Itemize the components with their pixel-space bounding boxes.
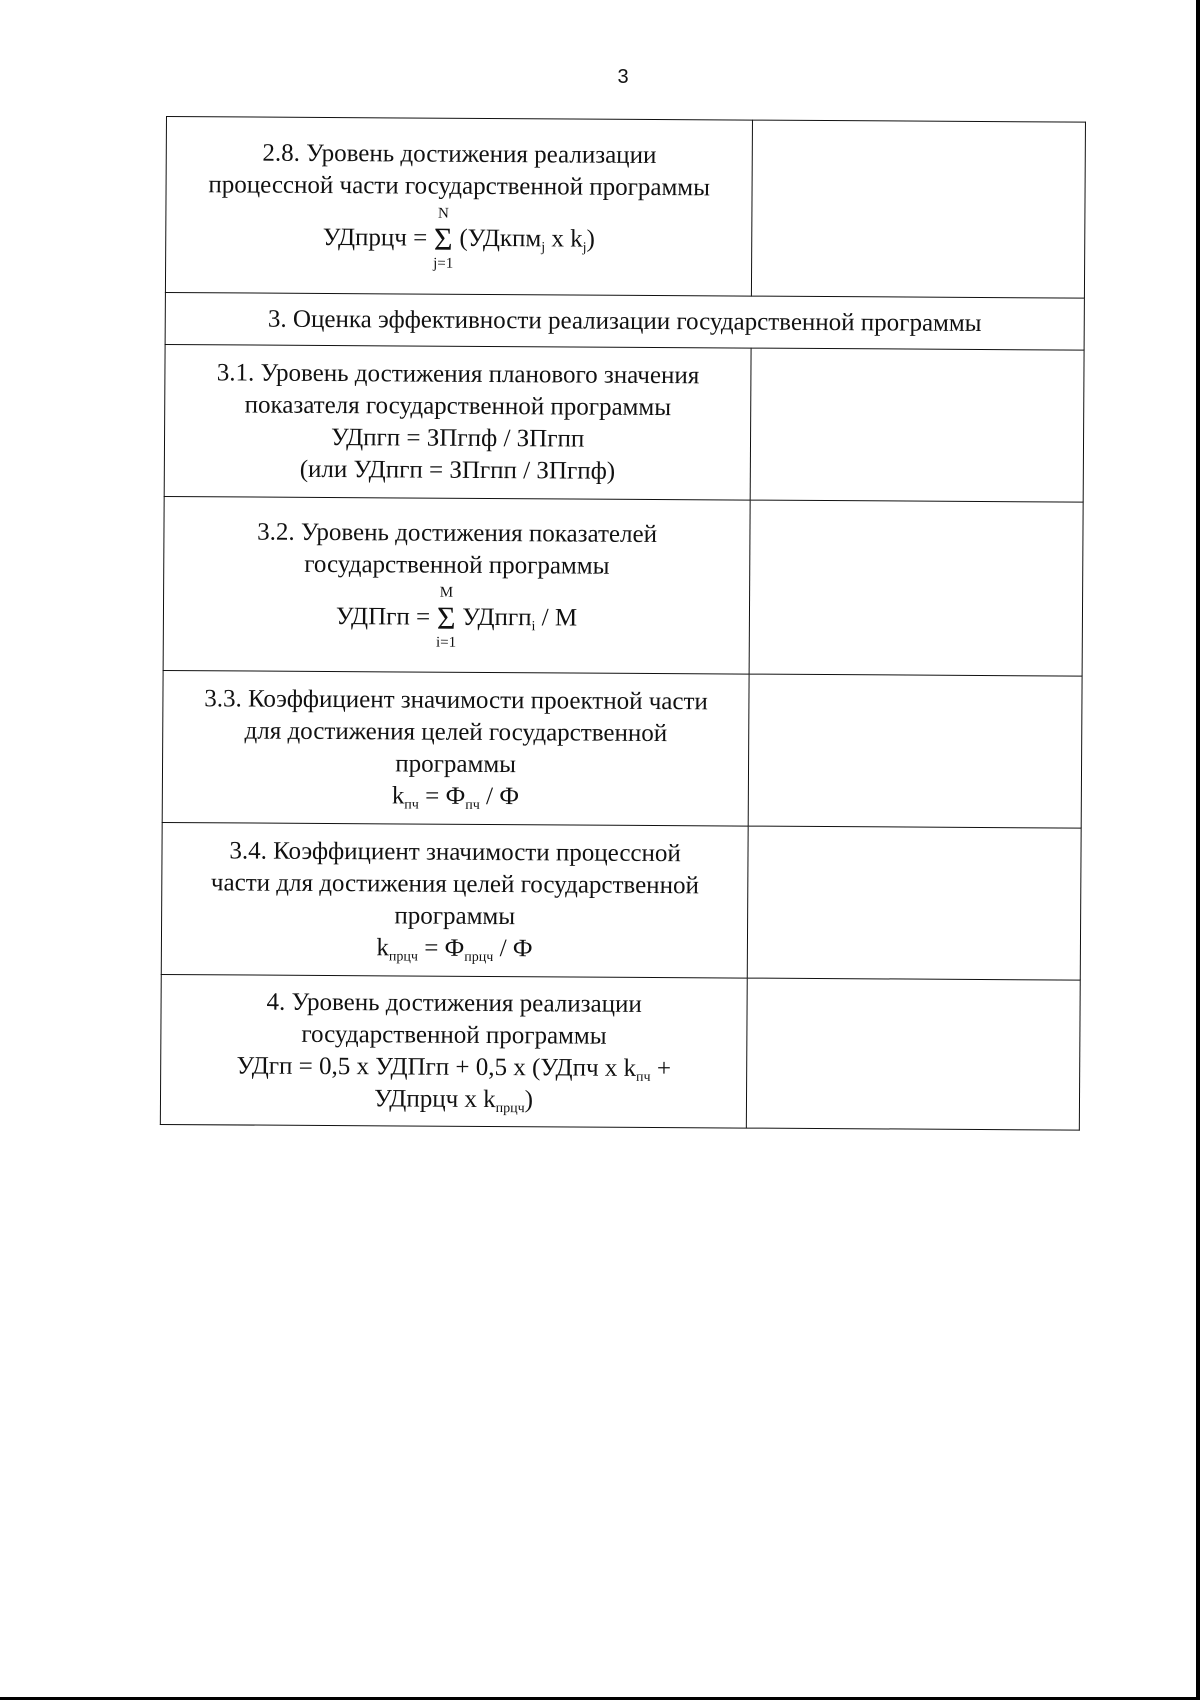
row-3-3-formula [167,779,744,815]
formula-body [462,601,577,634]
scan-edge-right [1196,0,1200,1700]
formula-subscript: пч [465,797,480,813]
row-3-1-line-2: показателя государственной программы [244,390,672,421]
formula-divisor: / Ф [479,782,520,810]
formula-tail: + [650,1054,672,1082]
formula-body [459,222,595,255]
sigma-lower-limit: j=1 [433,255,454,272]
formula-text: УДпрцч x k [374,1084,496,1113]
table-row [163,496,1083,676]
indicator-table [160,116,1086,1131]
formula-close: ) [586,225,595,253]
row-3-3-line-1: 3.3. Коэффициент значимости проектной части [204,684,708,715]
row-2-8-value[interactable] [752,120,1086,298]
formula-multiplier: x k [545,224,583,253]
sigma-upper-limit: M [439,584,454,601]
formula-term: УДпгп [462,603,532,631]
formula-subscript: прцч [495,1100,525,1116]
formula-eq: = Ф [417,934,465,962]
page-number: 3 [617,66,629,88]
formula-divisor: / M [535,603,578,632]
formula-k: k [391,781,405,809]
formula-divisor: / Ф [493,934,533,962]
row-3-2-formula [336,583,578,652]
section-3-header: 3. Оценка эффективности реализации государственной программы [165,292,1084,350]
formula-subscript: прцч [388,948,418,965]
table-row [165,117,1085,299]
row-3-3-line-2: для достижения целей государственной [244,716,668,747]
formula-eq: = Ф [418,782,466,810]
row-3-3-value[interactable] [748,674,1082,828]
formula-k: k [376,933,390,961]
row-2-8-line-2: процессной части государственной программы [208,170,711,201]
sigma-stack [433,204,454,272]
formula-tail: ) [524,1085,534,1113]
formula-subscript: i [531,618,536,634]
formula-subscript: j [582,240,587,256]
sigma-lower-limit: i=1 [435,634,457,651]
row-4-formula-line-1 [165,1050,742,1086]
row-3-1-line-1: 3.1. Уровень достижения планового значения [216,358,700,389]
row-4-line-1: 4. Уровень достижения реализации [266,988,642,1018]
row-3-4-label [161,822,748,978]
row-3-4-line-2: части для достижения целей государственной [210,868,699,899]
row-3-2-line-2: государственной программы [304,550,610,580]
table-row [160,974,1080,1130]
formula-subscript: пч [404,796,419,813]
row-2-8-line-1: 2.8. Уровень достижения реализации [262,139,657,169]
table-row [161,822,1081,980]
row-3-4-formula [166,931,743,967]
row-3-1-formula-alt: (или УДпгп = ЗПгпп / ЗПгпф) [299,455,616,485]
formula-term: (УДкпм [459,224,542,252]
sigma-stack [436,583,457,651]
sigma-symbol: Σ [436,599,456,636]
row-3-1-value[interactable] [750,348,1084,502]
row-3-2-value[interactable] [749,500,1083,676]
row-3-4-value[interactable] [747,826,1081,980]
formula-subscript: j [541,239,546,255]
row-3-1-label [164,344,751,500]
formula-lhs: УДПгп = [335,602,431,631]
row-3-3-label [162,670,749,826]
formula-subscript: пч [635,1069,651,1085]
table-row [164,344,1084,502]
formula-subscript: прцч [464,949,494,965]
row-4-formula-line-2 [165,1082,742,1118]
row-3-2-label [163,496,750,674]
row-3-2-line-1: 3.2. Уровень достижения показателей [257,518,658,548]
row-2-8-label [165,117,752,297]
row-3-3-line-3: программы [395,749,517,778]
formula-text: УДгп = 0,5 x УДПгп + 0,5 x (УДпч x k [236,1051,637,1082]
row-3-4-line-1: 3.4. Коэффициент значимости процессной [229,836,681,867]
row-4-value[interactable] [747,978,1081,1130]
sigma-symbol: Σ [433,220,453,257]
table-row [162,670,1082,828]
row-4-line-2: государственной программы [301,1020,607,1050]
row-3-1-formula: УДпгп = ЗПгпф / ЗПгпп [330,423,585,453]
sigma-upper-limit: N [437,205,449,222]
formula-lhs: УДпрцч = [322,223,428,252]
row-3-4-line-3: программы [394,901,516,930]
row-4-label [160,974,747,1128]
table-row [165,292,1084,350]
row-2-8-formula [323,203,595,273]
